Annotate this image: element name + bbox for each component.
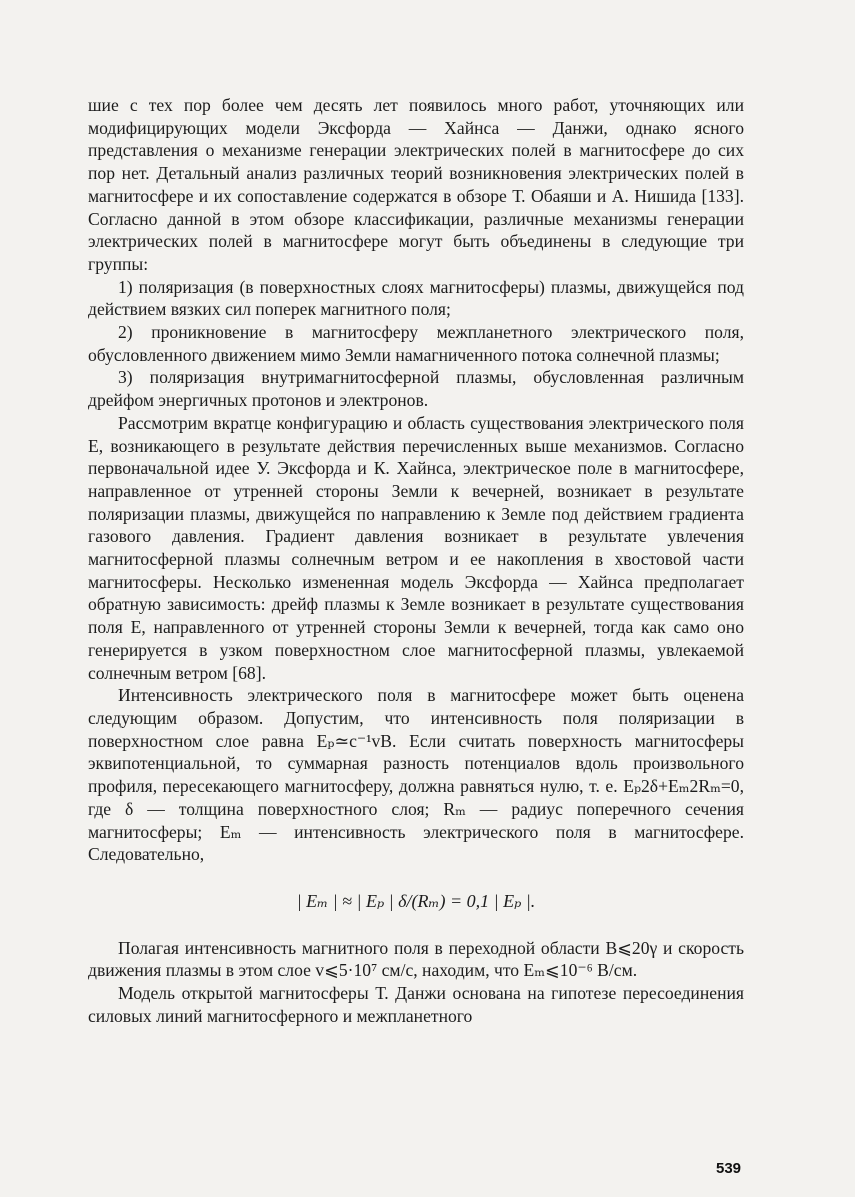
list-item-1: 1) поляризация (в поверхностных слоях магнитосферы) плазмы, движущейся под действием вязких сил поперек магнитного поля; <box>88 276 744 320</box>
paragraph-1: шие с тех пор более чем десять лет появилось много работ, уточняющих или модифицирующих модели Эксфорда — Хайнса — Данжи, однако ясного представления о механизме генерации электрических полей в магнитосфере до сих пор нет. Детальный анализ различных теорий возникновения электрических полей в магнитосфере и их сопоставление содержатся в обзоре Т. Обаяши и А. Нишида [133]. Согласно данной в этом обзоре классификации, различные механизмы генерации электрических полей в магнитосфере могут быть объединены в следующие три группы: <box>88 95 744 274</box>
list-item-2: 2) проникновение в магнитосферу межпланетного электрического поля, обусловленного движением мимо Земли намагниченного потока солнечной плазмы; <box>88 322 744 365</box>
page-number: 539 <box>716 1160 742 1177</box>
body-text <box>88 94 744 1027</box>
paragraph-5: Модель открытой магнитосферы Т. Данжи основана на гипотезе пересоединения силовых линий магнитосферного и межпланетного <box>88 983 744 1026</box>
paragraph-2: Рассмотрим вкратце конфигурацию и область существования электрического поля E, возникающего в результате действия перечисленных выше механизмов. Согласно первоначальной идее У. Эксфорда и К. Хайнса, электрическое поле в магнитосфере, направленное от утренней стороны Земли к вечерней, возникает в результате поляризации плазмы, движущейся по направлению к Земле под действием градиента газового давления. Градиент давления возникает в результате увлечения магнитосферной плазмы солнечным ветром и ее накопления в хвостовой части магнитосферы. Несколько измененная модель Эксфорда — Хайнса предполагает обратную зависимость: дрейф плазмы к Земле возникает в результате существования поля E, направленного от утренней стороны Земли к вечерней, тогда как само оно генерируется в узком поверхностном слое магнитосферной плазмы, увлекаемой солнечным ветром [68]. <box>88 412 744 683</box>
paragraph-4: Полагая интенсивность магнитного поля в переходной области B⩽20γ и скорость движения плазмы в этом слое v⩽5·10⁷ см/с, находим, что Eₘ⩽10⁻⁶ В/см. <box>88 937 744 981</box>
paragraph-3: Интенсивность электрического поля в магнитосфере может быть оценена следующим образом. Допустим, что интенсивность поля поляризации в поверхностном слое равна Eₚ≃c⁻¹vB. Если считать поверхность магнитосферы эквипотенциальной, то суммарная разность потенциалов вдоль произвольного профиля, пересекающего магнитосферу, должна равняться нулю, т. е. Eₚ2δ+Eₘ2Rₘ=0, где δ — толщина поверхностного слоя; Rₘ — радиус поперечного сечения магнитосферы; Eₘ — интенсивность электрического поля в магнитосфере. Следовательно, <box>88 685 744 865</box>
formula: | Eₘ | ≈ | Eₚ | δ/(Rₘ) = 0,1 | Eₚ |. <box>296 890 536 911</box>
list-item-3: 3) поляризация внутримагнитосферной плазмы, обусловленная различным дрейфом энергичных протонов и электронов. <box>88 367 744 411</box>
